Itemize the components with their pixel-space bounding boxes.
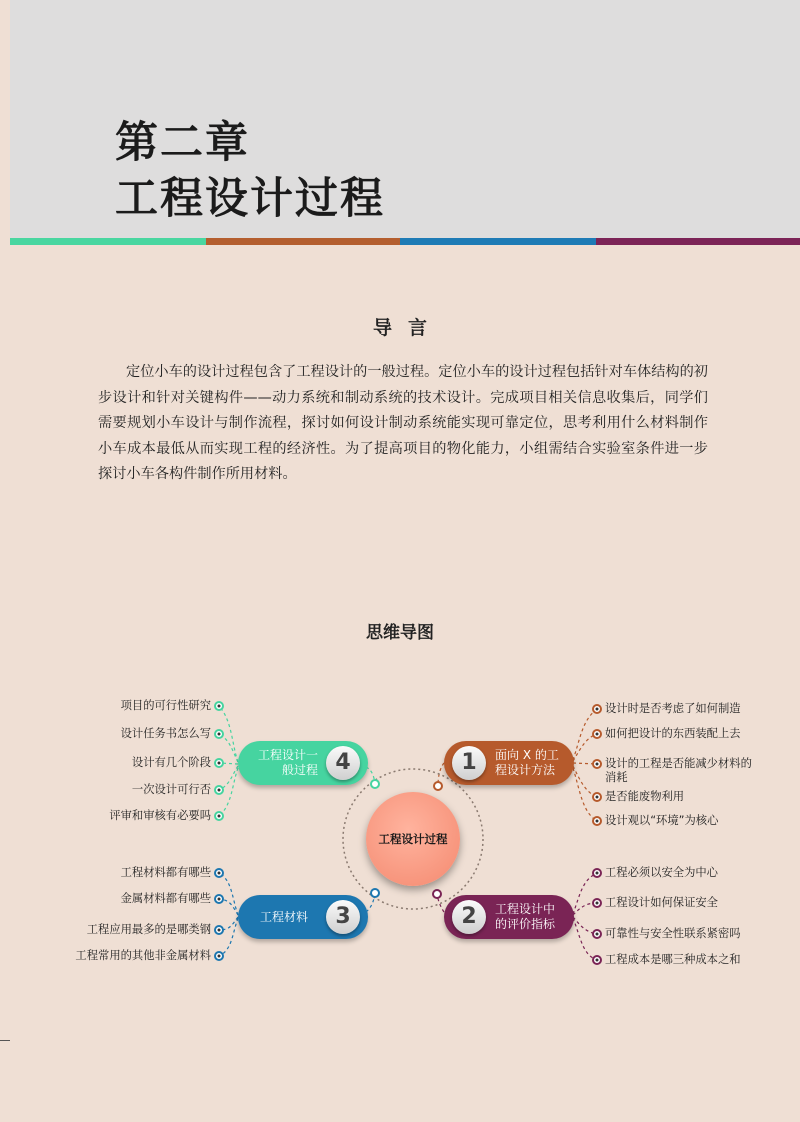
leaf-1-1: 设计时是否考虑了如何制造 [605, 702, 741, 715]
leaf-3-1: 工程材料都有哪些 [120, 866, 211, 879]
branch-2-label: 工程设计中的评价指标 [495, 902, 556, 931]
chapter-number: 第二章 [115, 118, 250, 168]
leaf-2-4: 工程成本是哪三种成本之和 [605, 953, 741, 966]
mindmap-branch-3 [238, 895, 368, 939]
mindmap-title: 思维导图 [366, 623, 434, 643]
intro-heading: 导言 [372, 317, 443, 339]
leaf-2-3: 可靠性与安全性联系紧密吗 [605, 927, 741, 940]
branch-2-number: 2 [452, 900, 486, 934]
leaf-4-3: 设计有几个阶段 [131, 756, 211, 769]
intro-paragraph: 定位小车的设计过程包含了工程设计的一般过程。定位小车的设计过程包括针对车体结构的初步设计和针对关键构件——动力系统和制动系统的技术设计。完成项目相关信息收集后，同学们需要规划小车设计与制作流程，探讨如何设计制动系统能实现可靠定位，思考利用什么材料制作小车成本最低从而实现工程的经济性。为了提高项目的物化能力，小组需结合实验室条件进一步探讨小车各构件制作所用材料。 [98, 364, 708, 482]
leaf-4-5: 评审和审核有必要吗 [109, 809, 211, 822]
mindmap-branch-1 [444, 741, 574, 785]
branch-3-label: 工程材料 [260, 909, 309, 924]
leaf-3-4: 工程常用的其他非金属材料 [75, 949, 211, 962]
branch-1-label: 面向 X 的工程设计方法 [495, 748, 559, 777]
leaf-2-1: 工程必须以安全为中心 [605, 866, 718, 879]
branch-1-number: 1 [452, 746, 486, 780]
leaf-1-4: 是否能废物利用 [605, 790, 685, 803]
leaf-4-4: 一次设计可行否 [131, 783, 211, 796]
mindmap-branch-2 [444, 895, 574, 939]
leaf-4-1: 项目的可行性研究 [120, 699, 211, 712]
leaf-3-2: 金属材料都有哪些 [120, 892, 211, 905]
leaf-4-2: 设计任务书怎么写 [120, 727, 211, 740]
leaf-1-3: 设计的工程是否能减少材料的消耗 [605, 757, 752, 784]
mindmap-branch-4 [238, 741, 368, 785]
branch-3-number: 3 [326, 900, 360, 934]
chapter-title: 工程设计过程 [115, 174, 385, 224]
branch-4-label: 工程设计一般过程 [257, 748, 318, 777]
mindmap-center-node: 工程设计过程 [366, 792, 460, 886]
leaf-1-5: 设计观以“环境”为核心 [605, 814, 719, 827]
branch-4-number: 4 [326, 746, 360, 780]
margin-rule [0, 1040, 10, 1041]
leaf-1-2: 如何把设计的东西装配上去 [605, 727, 741, 740]
leaf-2-2: 工程设计如何保证安全 [605, 896, 718, 909]
leaf-3-3: 工程应用最多的是哪类钢 [86, 923, 211, 936]
